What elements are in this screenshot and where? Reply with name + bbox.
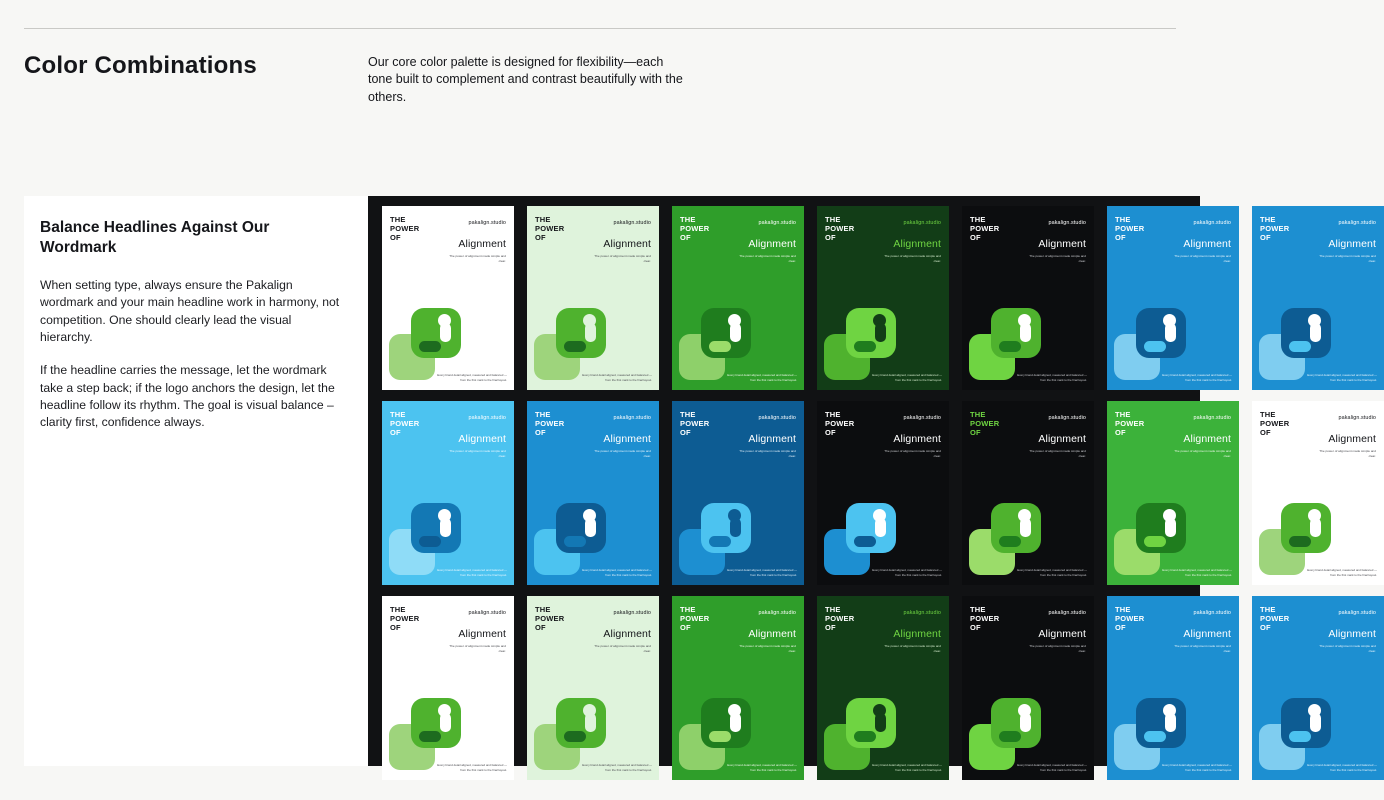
poster-footer-copy: Every brand detail aligned, measured and balanced — from the first mark to the final layout. xyxy=(1307,763,1377,772)
poster-footer-copy: Every brand detail aligned, measured and balanced — from the first mark to the final layout. xyxy=(437,568,507,577)
poster-subject: Alignment xyxy=(1038,238,1086,250)
poster-wordmark: pakalign.studio xyxy=(903,610,941,616)
pakalign-logo-icon xyxy=(824,501,898,575)
poster-wordmark: pakalign.studio xyxy=(468,220,506,226)
poster-wordmark: pakalign.studio xyxy=(1193,220,1231,226)
poster-footer-copy: Every brand detail aligned, measured and balanced — from the first mark to the final layout. xyxy=(727,568,797,577)
poster-subcopy: The power of alignment made simple and clear. xyxy=(884,254,941,263)
pakalign-logo-icon xyxy=(1114,306,1188,380)
poster-wordmark: pakalign.studio xyxy=(758,220,796,226)
poster-footer-copy: Every brand detail aligned, measured and balanced — from the first mark to the final layout. xyxy=(1017,373,1087,382)
poster-subject: Alignment xyxy=(458,238,506,250)
poster-headline: THE POWER OF xyxy=(970,215,1000,242)
poster-subcopy: The power of alignment made simple and clear. xyxy=(449,254,506,263)
poster-headline: THE POWER OF xyxy=(535,605,565,632)
poster-card[interactable] xyxy=(962,206,1094,390)
pakalign-logo-icon xyxy=(679,696,753,770)
poster-card[interactable] xyxy=(527,206,659,390)
poster-subcopy: The power of alignment made simple and clear. xyxy=(449,644,506,653)
poster-footer-copy: Every brand detail aligned, measured and balanced — from the first mark to the final layout. xyxy=(872,763,942,772)
poster-headline: THE POWER OF xyxy=(1115,410,1145,437)
poster-footer-copy: Every brand detail aligned, measured and balanced — from the first mark to the final layout. xyxy=(872,568,942,577)
pakalign-logo-icon xyxy=(389,306,463,380)
poster-wordmark: pakalign.studio xyxy=(1048,610,1086,616)
poster-subject: Alignment xyxy=(1038,433,1086,445)
poster-card[interactable] xyxy=(672,206,804,390)
poster-wordmark: pakalign.studio xyxy=(468,610,506,616)
poster-wordmark: pakalign.studio xyxy=(613,220,651,226)
poster-headline: THE POWER OF xyxy=(1260,605,1290,632)
poster-subject: Alignment xyxy=(603,628,651,640)
poster-subject: Alignment xyxy=(1183,628,1231,640)
poster-card[interactable] xyxy=(1107,206,1239,390)
poster-card[interactable] xyxy=(962,596,1094,780)
poster-wordmark: pakalign.studio xyxy=(1193,610,1231,616)
poster-footer-copy: Every brand detail aligned, measured and balanced — from the first mark to the final layout. xyxy=(582,568,652,577)
poster-footer-copy: Every brand detail aligned, measured and balanced — from the first mark to the final layout. xyxy=(727,373,797,382)
poster-headline: THE POWER OF xyxy=(970,605,1000,632)
pakalign-logo-icon xyxy=(824,696,898,770)
poster-footer-copy: Every brand detail aligned, measured and balanced — from the first mark to the final layout. xyxy=(437,763,507,772)
pakalign-logo-icon xyxy=(1114,501,1188,575)
poster-card[interactable] xyxy=(527,401,659,585)
poster-card[interactable] xyxy=(672,401,804,585)
poster-footer-copy: Every brand detail aligned, measured and balanced — from the first mark to the final layout. xyxy=(1307,568,1377,577)
poster-subcopy: The power of alignment made simple and clear. xyxy=(1319,449,1376,458)
pakalign-logo-icon xyxy=(1259,696,1333,770)
page-title: Color Combinations xyxy=(24,52,257,79)
poster-subcopy: The power of alignment made simple and clear. xyxy=(1174,449,1231,458)
poster-footer-copy: Every brand detail aligned, measured and balanced — from the first mark to the final layout. xyxy=(1017,568,1087,577)
poster-subcopy: The power of alignment made simple and clear. xyxy=(1029,449,1086,458)
poster-card[interactable] xyxy=(672,596,804,780)
poster-card[interactable] xyxy=(382,206,514,390)
pakalign-logo-icon xyxy=(1114,696,1188,770)
poster-card[interactable] xyxy=(1252,401,1384,585)
poster-subcopy: The power of alignment made simple and clear. xyxy=(594,449,651,458)
poster-subject: Alignment xyxy=(748,433,796,445)
poster-subcopy: The power of alignment made simple and clear. xyxy=(594,644,651,653)
poster-headline: THE POWER OF xyxy=(1260,215,1290,242)
poster-wordmark: pakalign.studio xyxy=(1048,415,1086,421)
poster-subject: Alignment xyxy=(1328,238,1376,250)
poster-wordmark: pakalign.studio xyxy=(613,610,651,616)
pakalign-logo-icon xyxy=(534,306,608,380)
poster-grid-container xyxy=(368,196,1377,772)
poster-subject: Alignment xyxy=(893,238,941,250)
poster-footer-copy: Every brand detail aligned, measured and balanced — from the first mark to the final layout. xyxy=(1162,568,1232,577)
poster-footer-copy: Every brand detail aligned, measured and balanced — from the first mark to the final layout. xyxy=(1017,763,1087,772)
poster-footer-copy: Every brand detail aligned, measured and balanced — from the first mark to the final layout. xyxy=(437,373,507,382)
intro-paragraph: Our core color palette is designed for flexibility—each tone built to complement and contrast beautifully with the others. xyxy=(368,55,683,104)
poster-card[interactable] xyxy=(817,401,949,585)
poster-headline: THE POWER OF xyxy=(535,215,565,242)
poster-card[interactable] xyxy=(817,596,949,780)
poster-headline: THE POWER OF xyxy=(535,410,565,437)
pakalign-logo-icon xyxy=(679,306,753,380)
poster-wordmark: pakalign.studio xyxy=(468,415,506,421)
poster-subcopy: The power of alignment made simple and clear. xyxy=(1319,254,1376,263)
poster-headline: THE POWER OF xyxy=(390,605,420,632)
poster-headline: THE POWER OF xyxy=(1260,410,1290,437)
poster-subject: Alignment xyxy=(1183,238,1231,250)
poster-wordmark: pakalign.studio xyxy=(758,415,796,421)
poster-headline: THE POWER OF xyxy=(680,410,710,437)
poster-card[interactable] xyxy=(817,206,949,390)
poster-footer-copy: Every brand detail aligned, measured and balanced — from the first mark to the final layout. xyxy=(1162,763,1232,772)
poster-headline: THE POWER OF xyxy=(680,215,710,242)
poster-subject: Alignment xyxy=(458,628,506,640)
pakalign-logo-icon xyxy=(679,501,753,575)
poster-footer-copy: Every brand detail aligned, measured and balanced — from the first mark to the final layout. xyxy=(1307,373,1377,382)
poster-headline: THE POWER OF xyxy=(825,605,855,632)
sidebar-copy xyxy=(40,218,340,448)
pakalign-logo-icon xyxy=(969,306,1043,380)
poster-card[interactable] xyxy=(527,596,659,780)
poster-footer-copy: Every brand detail aligned, measured and balanced — from the first mark to the final layout. xyxy=(582,763,652,772)
poster-headline: THE POWER OF xyxy=(390,215,420,242)
pakalign-logo-icon xyxy=(1259,306,1333,380)
poster-subject: Alignment xyxy=(1328,433,1376,445)
poster-subcopy: The power of alignment made simple and clear. xyxy=(884,449,941,458)
poster-card[interactable] xyxy=(962,401,1094,585)
poster-subcopy: The power of alignment made simple and clear. xyxy=(449,449,506,458)
pakalign-logo-icon xyxy=(534,501,608,575)
poster-wordmark: pakalign.studio xyxy=(1338,220,1376,226)
poster-subcopy: The power of alignment made simple and clear. xyxy=(1319,644,1376,653)
pakalign-logo-icon xyxy=(534,696,608,770)
poster-subject: Alignment xyxy=(603,433,651,445)
poster-subcopy: The power of alignment made simple and clear. xyxy=(739,449,796,458)
pakalign-logo-icon xyxy=(389,696,463,770)
pakalign-logo-icon xyxy=(969,696,1043,770)
poster-subject: Alignment xyxy=(1038,628,1086,640)
poster-card[interactable] xyxy=(1107,596,1239,780)
poster-headline: THE POWER OF xyxy=(1115,605,1145,632)
poster-subcopy: The power of alignment made simple and clear. xyxy=(884,644,941,653)
poster-subject: Alignment xyxy=(603,238,651,250)
poster-wordmark: pakalign.studio xyxy=(1338,610,1376,616)
poster-subcopy: The power of alignment made simple and clear. xyxy=(1029,254,1086,263)
pakalign-logo-icon xyxy=(389,501,463,575)
poster-footer-copy: Every brand detail aligned, measured and balanced — from the first mark to the final layout. xyxy=(1162,373,1232,382)
poster-subcopy: The power of alignment made simple and clear. xyxy=(739,644,796,653)
pakalign-logo-icon xyxy=(824,306,898,380)
poster-wordmark: pakalign.studio xyxy=(903,415,941,421)
poster-subcopy: The power of alignment made simple and clear. xyxy=(739,254,796,263)
poster-subject: Alignment xyxy=(1183,433,1231,445)
poster-wordmark: pakalign.studio xyxy=(758,610,796,616)
poster-headline: THE POWER OF xyxy=(1115,215,1145,242)
poster-subject: Alignment xyxy=(1328,628,1376,640)
poster-headline: THE POWER OF xyxy=(970,410,1000,437)
poster-headline: THE POWER OF xyxy=(390,410,420,437)
poster-footer-copy: Every brand detail aligned, measured and balanced — from the first mark to the final layout. xyxy=(872,373,942,382)
poster-wordmark: pakalign.studio xyxy=(1048,220,1086,226)
poster-subcopy: The power of alignment made simple and clear. xyxy=(1174,254,1231,263)
sidebar-heading: Balance Headlines Against Our Wordmark xyxy=(40,219,270,257)
poster-wordmark: pakalign.studio xyxy=(903,220,941,226)
poster-card[interactable] xyxy=(1252,206,1384,390)
pakalign-logo-icon xyxy=(969,501,1043,575)
poster-subcopy: The power of alignment made simple and clear. xyxy=(594,254,651,263)
poster-card[interactable] xyxy=(1107,401,1239,585)
pakalign-logo-icon xyxy=(1259,501,1333,575)
poster-wordmark: pakalign.studio xyxy=(613,415,651,421)
poster-subcopy: The power of alignment made simple and clear. xyxy=(1174,644,1231,653)
poster-subcopy: The power of alignment made simple and clear. xyxy=(1029,644,1086,653)
poster-headline: THE POWER OF xyxy=(680,605,710,632)
poster-footer-copy: Every brand detail aligned, measured and balanced — from the first mark to the final layout. xyxy=(582,373,652,382)
poster-subject: Alignment xyxy=(748,238,796,250)
poster-wordmark: pakalign.studio xyxy=(1338,415,1376,421)
poster-footer-copy: Every brand detail aligned, measured and balanced — from the first mark to the final layout. xyxy=(727,763,797,772)
poster-subject: Alignment xyxy=(893,628,941,640)
poster-subject: Alignment xyxy=(458,433,506,445)
poster-wordmark: pakalign.studio xyxy=(1193,415,1231,421)
poster-card[interactable] xyxy=(1252,596,1384,780)
poster-card[interactable] xyxy=(382,401,514,585)
poster-subject: Alignment xyxy=(893,433,941,445)
poster-headline: THE POWER OF xyxy=(825,215,855,242)
poster-headline: THE POWER OF xyxy=(825,410,855,437)
poster-grid xyxy=(368,196,1384,780)
header-divider xyxy=(24,28,1176,29)
sidebar-paragraph-1: When setting type, always ensure the Pakalign wordmark and your main headline work in harmony, not competition. One should clearly lead the visual hierarchy. xyxy=(40,277,340,344)
poster-subject: Alignment xyxy=(748,628,796,640)
sidebar-paragraph-2: If the headline carries the message, let the wordmark take a step back; if the logo anchors the design, let the headline follow its rhythm. The goal is visual balance – clarity first, confidence always. xyxy=(40,363,335,430)
poster-card[interactable] xyxy=(382,596,514,780)
